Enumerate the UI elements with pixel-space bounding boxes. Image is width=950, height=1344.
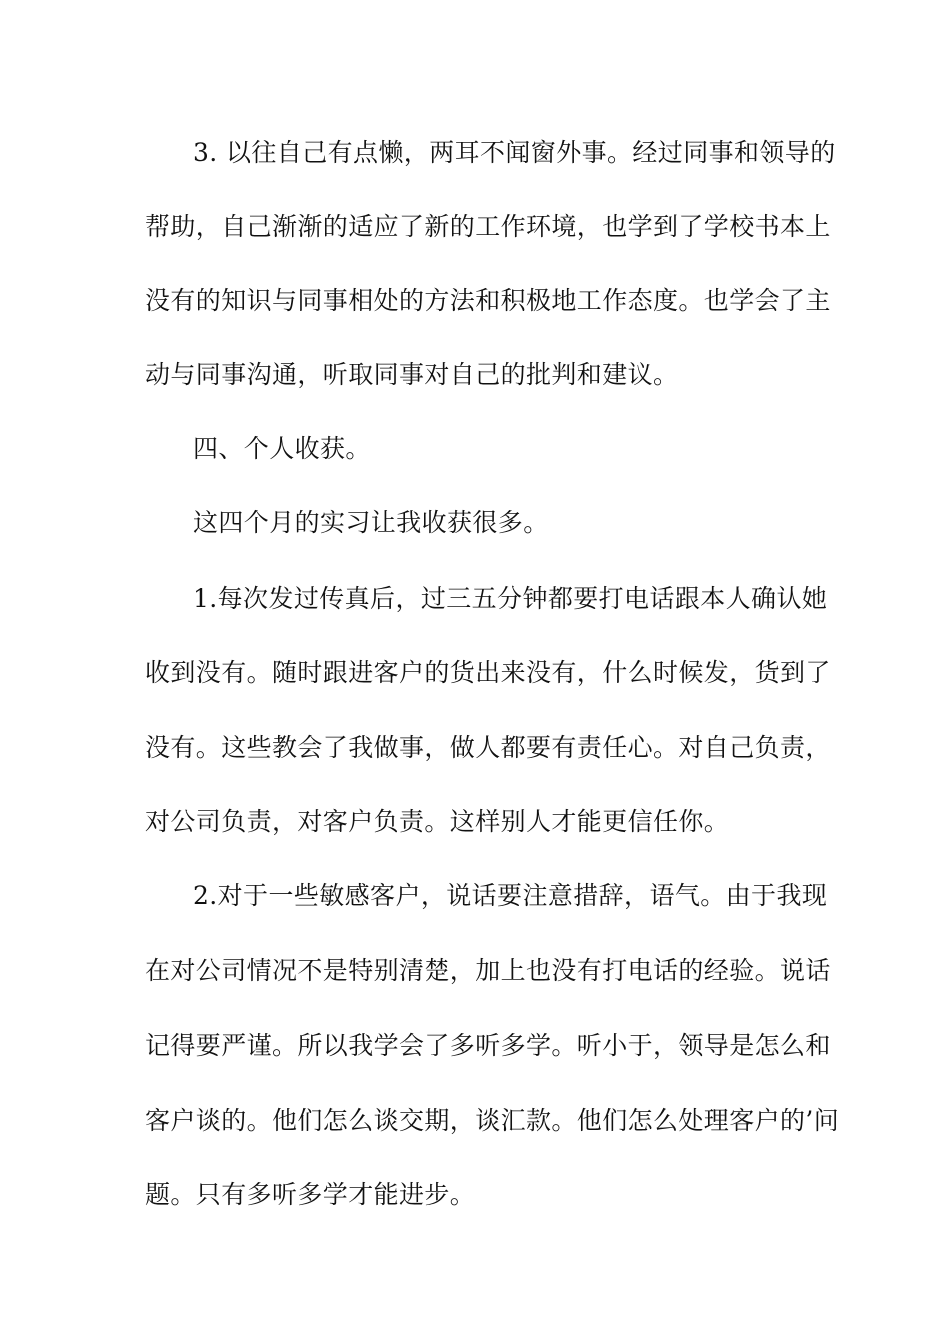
paragraph-line: 2.对于一些敏感客户，说话要注意措辞，语气。由于我现	[193, 881, 828, 910]
paragraph-line: 记得要严谨。所以我学会了多听多学。听小于，领导是怎么和	[145, 1031, 831, 1060]
paragraph-line: 3. 以往自己有点懒，两耳不闻窗外事。经过同事和领导的	[193, 138, 836, 167]
paragraph-line: 客户谈的。他们怎么谈交期，谈汇款。他们怎么处理客户的’问	[145, 1106, 840, 1135]
paragraph-line: 收到没有。随时跟进客户的货出来没有，什么时候发，货到了	[145, 658, 831, 687]
section-heading: 四、个人收获。	[193, 434, 371, 463]
paragraph-line: 1.每次发过传真后，过三五分钟都要打电话跟本人确认她	[193, 584, 828, 613]
paragraph-line: 在对公司情况不是特别清楚，加上也没有打电话的经验。说话	[145, 956, 831, 985]
paragraph-line: 动与同事沟通，听取同事对自己的批判和建议。	[145, 360, 679, 389]
paragraph-line: 帮助，自己渐渐的适应了新的工作环境，也学到了学校书本上	[145, 212, 831, 241]
paragraph-line: 对公司负责，对客户负责。这样别人才能更信任你。	[145, 807, 730, 836]
paragraph-line: 没有的知识与同事相处的方法和积极地工作态度。也学会了主	[145, 286, 831, 315]
paragraph-line: 这四个月的实习让我收获很多。	[193, 508, 549, 537]
paragraph-line: 题。只有多听多学才能进步。	[145, 1180, 476, 1209]
paragraph-line: 没有。这些教会了我做事，做人都要有责任心。对自己负责，	[145, 733, 831, 762]
